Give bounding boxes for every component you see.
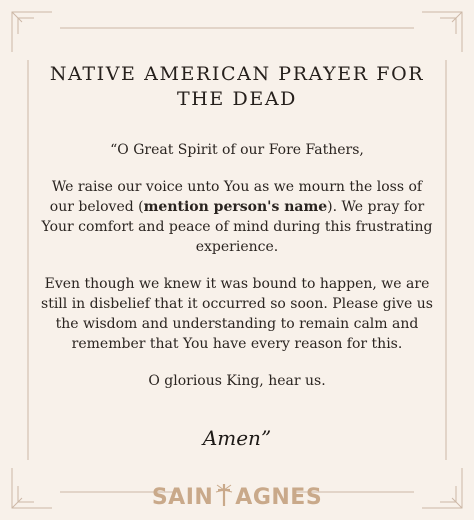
page-title: NATIVE AMERICAN PRAYER FOR THE DEAD [49,63,425,110]
prayer-paragraph: “O Great Spirit of our Fore Fathers, [110,142,364,158]
cross-icon [215,482,233,512]
logo-text-right: AGNES [235,484,323,510]
prayer-body [40,140,434,408]
closing-amen: Amen” [202,426,272,450]
prayer-paragraph: O glorious King, hear us. [148,373,326,389]
prayer-paragraph: Even though we knew it was bound to happen, we are still in disbelief that it occurred so soon. Please give us the wisdom and understanding to remain calm and remember that You have every reason for this. [41,276,433,352]
logo-text-left: SAIN [151,484,214,510]
saint-agnes-logo [0,482,474,512]
name-placeholder: mention person's name [143,199,328,215]
prayer-paragraph: We raise our voice unto You as we mourn the loss of our beloved (mention person's name). We pray for Your comfort and peace of mind during this frustrating experience. [41,179,433,255]
